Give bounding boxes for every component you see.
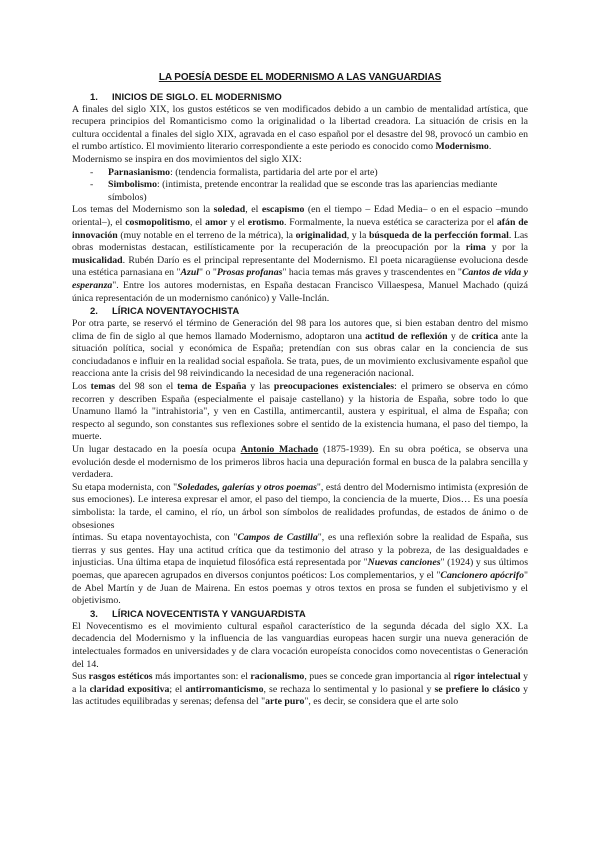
paragraph: Un lugar destacado en la poesía ocupa Antonio Machado (1875-1939). En su obra poética, se observa una evolución desde el modernismo de los primeros libros hacia una depuración formal en busca de la palabra sencilla y verdadera. xyxy=(72,444,529,481)
list-item: - Simbolismo: (intimista, pretende encontrar la realidad que se esconde tras las apariencias mediante símbolos) xyxy=(108,179,528,204)
paragraph: A finales del siglo XIX, los gustos estéticos se ven modificados debido a un cambio de mentalidad artística, que recupera principios del Romanticismo como la originalidad o la libertad creadora. La situación de crisis en la cultura occidental a finales del siglo XIX, agravada en el caso español por el desastre del 98, provocó un cambio en el rumbo artístico. El movimiento literario correspondiente a este periodo es conocido como Modernismo. xyxy=(72,103,528,153)
list-item: - Parnasianismo: (tendencia formalista, partidaria del arte por el arte) xyxy=(108,167,528,180)
paragraph: El Novecentismo es el movimiento cultural español característico de la segunda década del siglo XX. La decadencia del Modernismo y la influencia de las vanguardias europeas hacen surgir una nueva generación de intelectuales formados en universidades y de clara vocación europeísta conocidos como novecentistas o Generación del 14. xyxy=(72,620,528,670)
bullet-list xyxy=(72,167,528,205)
paragraph: Por otra parte, se reservó el término de Generación del 98 para los autores que, si bien estaban dentro del mismo clima de fin de siglo al que hemos llamado Modernismo, adoptaron una actitud de reflexión y de crítica ante la situación política, social y económica de España; pretendían con sus obras calar en la conciencia de sus conciudadanos e influir en la realidad social española. Se trata, pues, de un movimiento exclusivamente español que reacciona ante la crisis del 98 reivindicando la necesidad de una regeneración nacional. xyxy=(72,318,528,380)
document-sections xyxy=(72,91,528,709)
paragraph: Los temas del Modernismo son la soledad, el escapismo (en el tiempo – Edad Media– o en el espacio –mundo oriental–), el cosmopolitismo, el amor y el erotismo. Formalmente, la nueva estética se caracteriza por el afán de innovación (muy notable en el terreno de la métrica), la originalidad, y la búsqueda de la perfección formal. Las obras modernistas destacan, estilísticamente por la recuperación de la preocupación por la rima y por la musicalidad. Rubén Darío es el principal representante del Modernismo. El poeta nicaragüense evoluciona desde una estética parnasiana en "Azul" o "Prosas profanas" hacia temas más graves y trascendentes en "Cantos de vida y esperanza". Entre los autores modernistas, en España destacan Francisco Villaespesa, Manuel Machado (quizá única representación de un modernismo canónico) y Valle-Inclán. xyxy=(72,204,529,304)
paragraph: Su etapa modernista, con "Soledades, galerías y otros poemas", está dentro del Modernismo intimista (expresión de sus emociones). Le interesa expresar el amor, el paso del tiempo, la conciencia de la muerte, Dios… Es una poesía simbolista: la tarde, el camino, el río, un árbol son símbolos de realidades profundas, de estados de ánimo o de obsesiones xyxy=(72,481,528,531)
section-number: 1. xyxy=(90,91,98,103)
page-title: LA POESÍA DESDE EL MODERNISMO A LAS VANGUARDIAS xyxy=(158,72,442,83)
section-heading xyxy=(72,91,528,104)
paragraph: íntimas. Su etapa noventayochista, con "Campos de Castilla", es una reflexión sobre la realidad de España, sus tierras y sus gentes. Hay una actitud crítica que da testimonio del atraso y la pobreza, de las desigualdades e injusticias. Una última etapa de inquietud filosófica está representada por "Nuevas canciones" (1924) y sus últimos poemas, que aparecen agrupados en diversos conjuntos poéticos: Los complementarios, y el "Cancionero apócrifo" de Abel Martín y de Juan de Mairena. En estos poemas y otros textos en prosa se funden el subjetivismo y el objetivismo. xyxy=(72,532,529,607)
section-heading-text: LÍRICA NOVENTAYOCHISTA xyxy=(112,306,240,318)
section-heading-text: INICIOS DE SIGLO. EL MODERNISMO xyxy=(112,91,282,103)
section-number: 3. xyxy=(90,608,98,620)
section-heading xyxy=(72,608,528,621)
paragraph: Modernismo se inspira en dos movimientos del siglo XIX: xyxy=(72,153,302,165)
document-page xyxy=(72,72,528,709)
section-heading-text: LÍRICA NOVECENTISTA Y VANGUARDISTA xyxy=(112,608,306,620)
paragraph: Los temas del 98 son el tema de España y las preocupaciones existenciales: el primero se observa en cómo recorren y describen España (especialmente el paisaje castellano) y la historia de España, sobre todo lo que Unamuno llamó la "intrahistoria", y ven en Castilla, antimercantil, austera y espiritual, el alma de España; con respecto al segundo, son constantes sus reflexiones sobre el sentido de la existencia humana, el paso del tiempo, la muerte. xyxy=(72,381,528,443)
section-number: 2. xyxy=(90,306,98,318)
section-heading xyxy=(72,305,528,318)
paragraph: Sus rasgos estéticos más importantes son: el racionalismo, pues se concede gran importancia al rigor intelectual y a la claridad expositiva; el antirromanticismo, se rechaza lo sentimental y lo pasional y se prefiere lo clásico y las actitudes equilibradas y serenas; defensa del "arte puro", es decir, se considera que el arte solo xyxy=(72,671,528,708)
